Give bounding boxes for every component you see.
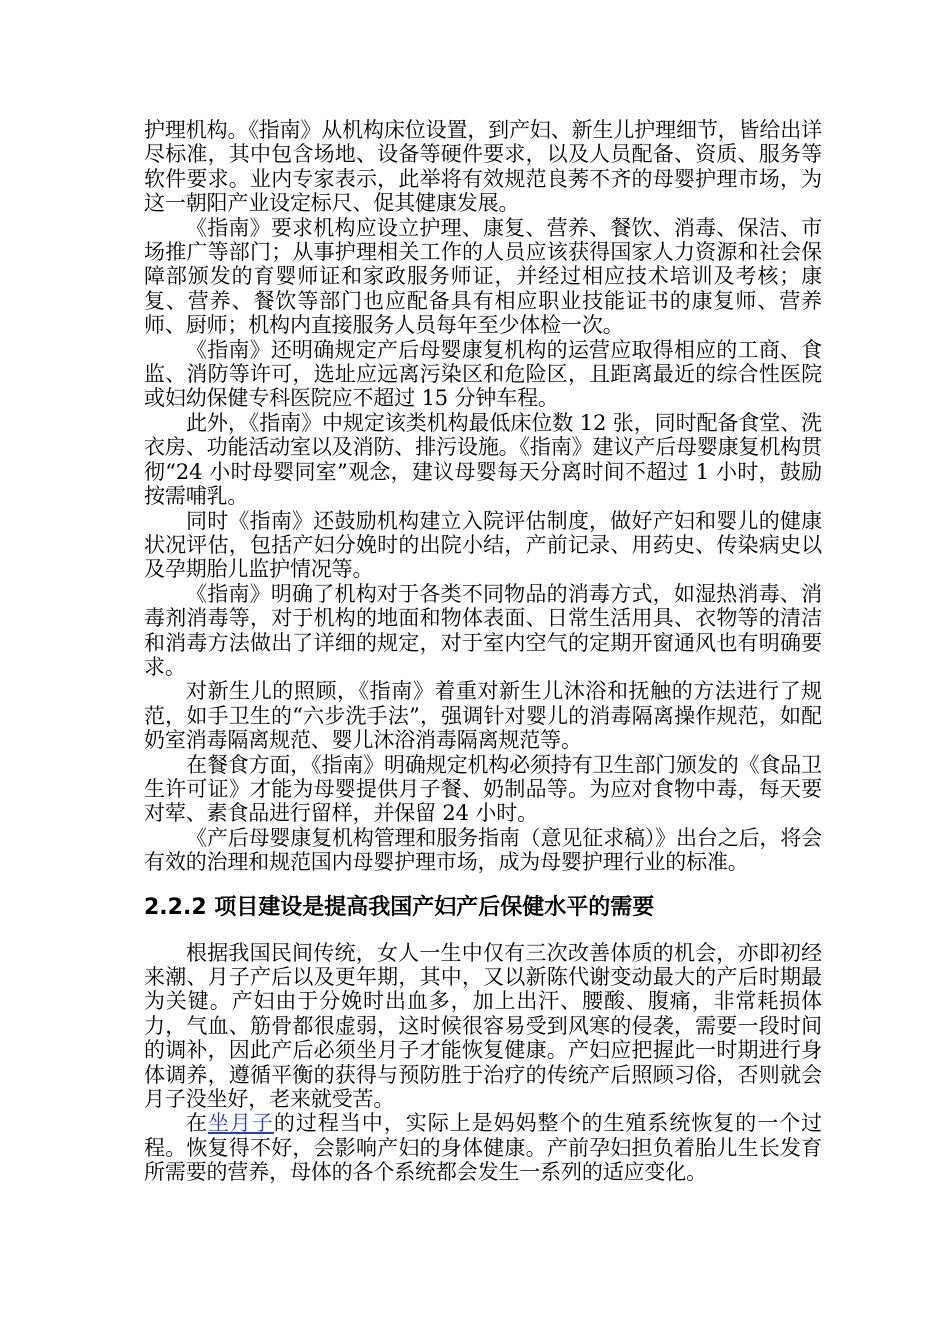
paragraph: 根据我国民间传统，女人一生中仅有三次改善体质的机会，亦即初经来潮、月子产后以及更年期，其中，又以新陈代谢变动最大的产后时期最为关键。产妇由于分娩时出血多，加上出汗、腰酸、腹痛，非常耗损体力，气血、筋骨都很虚弱，这时候很容易受到风寒的侵袭，需要一段时间的调补，因此产后必须坐月子才能恢复健康。产妇应把握此一时期进行身体调养，遵循平衡的获得与预防胜于治疗的传统产后照顾习俗，否则就会月子没坐好，老来就受苦。 (144, 940, 822, 1112)
paragraph (144, 1111, 822, 1184)
zuoyuezi-link[interactable]: 坐月子 (207, 1111, 274, 1136)
paragraph: 同时《指南》还鼓励机构建立入院评估制度，做好产妇和婴儿的健康状况评估，包括产妇分娩时的出院小结，产前记录、用药史、传染病史以及孕期胎儿监护情况等。 (144, 508, 822, 582)
paragraph: 对新生儿的照顾，《指南》着重对新生儿沐浴和抚触的方法进行了规范，如手卫生的“六步洗手法”，强调针对婴儿的消毒隔离操作规范，如配奶室消毒隔离规范、婴儿沐浴消毒隔离规范等。 (144, 679, 822, 753)
paragraph: 此外，《指南》中规定该类机构最低床位数 12 张，同时配备食堂、洗衣房、功能活动室以及消防、排污设施。《指南》建议产后母婴康复机构贯彻“24 小时母婴同室”观念，建议母婴每天分离时间不超过 1 小时，鼓励按需哺乳。 (144, 410, 822, 509)
paragraph: 《指南》还明确规定产后母婴康复机构的运营应取得相应的工商、食监、消防等许可，选址应远离污染区和危险区，且距离最近的综合性医院或妇幼保健专科医院应不超过 15 分钟车程。 (144, 337, 822, 411)
document-page (144, 118, 822, 1185)
paragraph: 《产后母婴康复机构管理和服务指南（意见征求稿）》出台之后，将会有效的治理和规范国内母婴护理市场，成为母婴护理行业的标准。 (144, 825, 822, 875)
section-heading: 2.2.2 项目建设是提高我国产妇产后保健水平的需要 (144, 894, 655, 920)
paragraph: 在餐食方面，《指南》明确规定机构必须持有卫生部门颁发的《食品卫生许可证》才能为母婴提供月子餐、奶制品等。为应对食物中毒，每天要对荤、素食品进行留样，并保留 24 小时。 (144, 752, 822, 826)
paragraph: 护理机构。《指南》从机构床位设置，到产妇、新生儿护理细节，皆给出详尽标准，其中包含场地、设备等硬件要求，以及人员配备、资质、服务等软件要求。业内专家表示，此举将有效规范良莠不齐的母婴护理市场，为这一朝阳产业设定标尺、促其健康发展。 (144, 118, 822, 216)
paragraph-text: 的过程当中，实际上是妈妈整个的生殖系统恢复的一个过程。恢复得不好，会影响产妇的身体健康。产前孕妇担负着胎儿生长发育所需要的营养，母体的各个系统都会发生一系列的适应变化。 (144, 1111, 823, 1185)
paragraph-text: 在 (186, 1111, 208, 1136)
paragraph: 《指南》要求机构应设立护理、康复、营养、餐饮、消毒、保洁、市场推广等部门；从事护理相关工作的人员应该获得国家人力资源和社会保障部颁发的育婴师证和家政服务师证，并经过相应技术培训及考核；康复、营养、餐饮等部门也应配备具有相应职业技能证书的康复师、营养师、厨师；机构内直接服务人员每年至少体检一次。 (144, 215, 822, 338)
paragraph: 《指南》明确了机构对于各类不同物品的消毒方式，如湿热消毒、消毒剂消毒等，对于机构的地面和物体表面、日常生活用具、衣物等的清洁和消毒方法做出了详细的规定，对于室内空气的定期开窗通风也有明确要求。 (144, 581, 822, 679)
